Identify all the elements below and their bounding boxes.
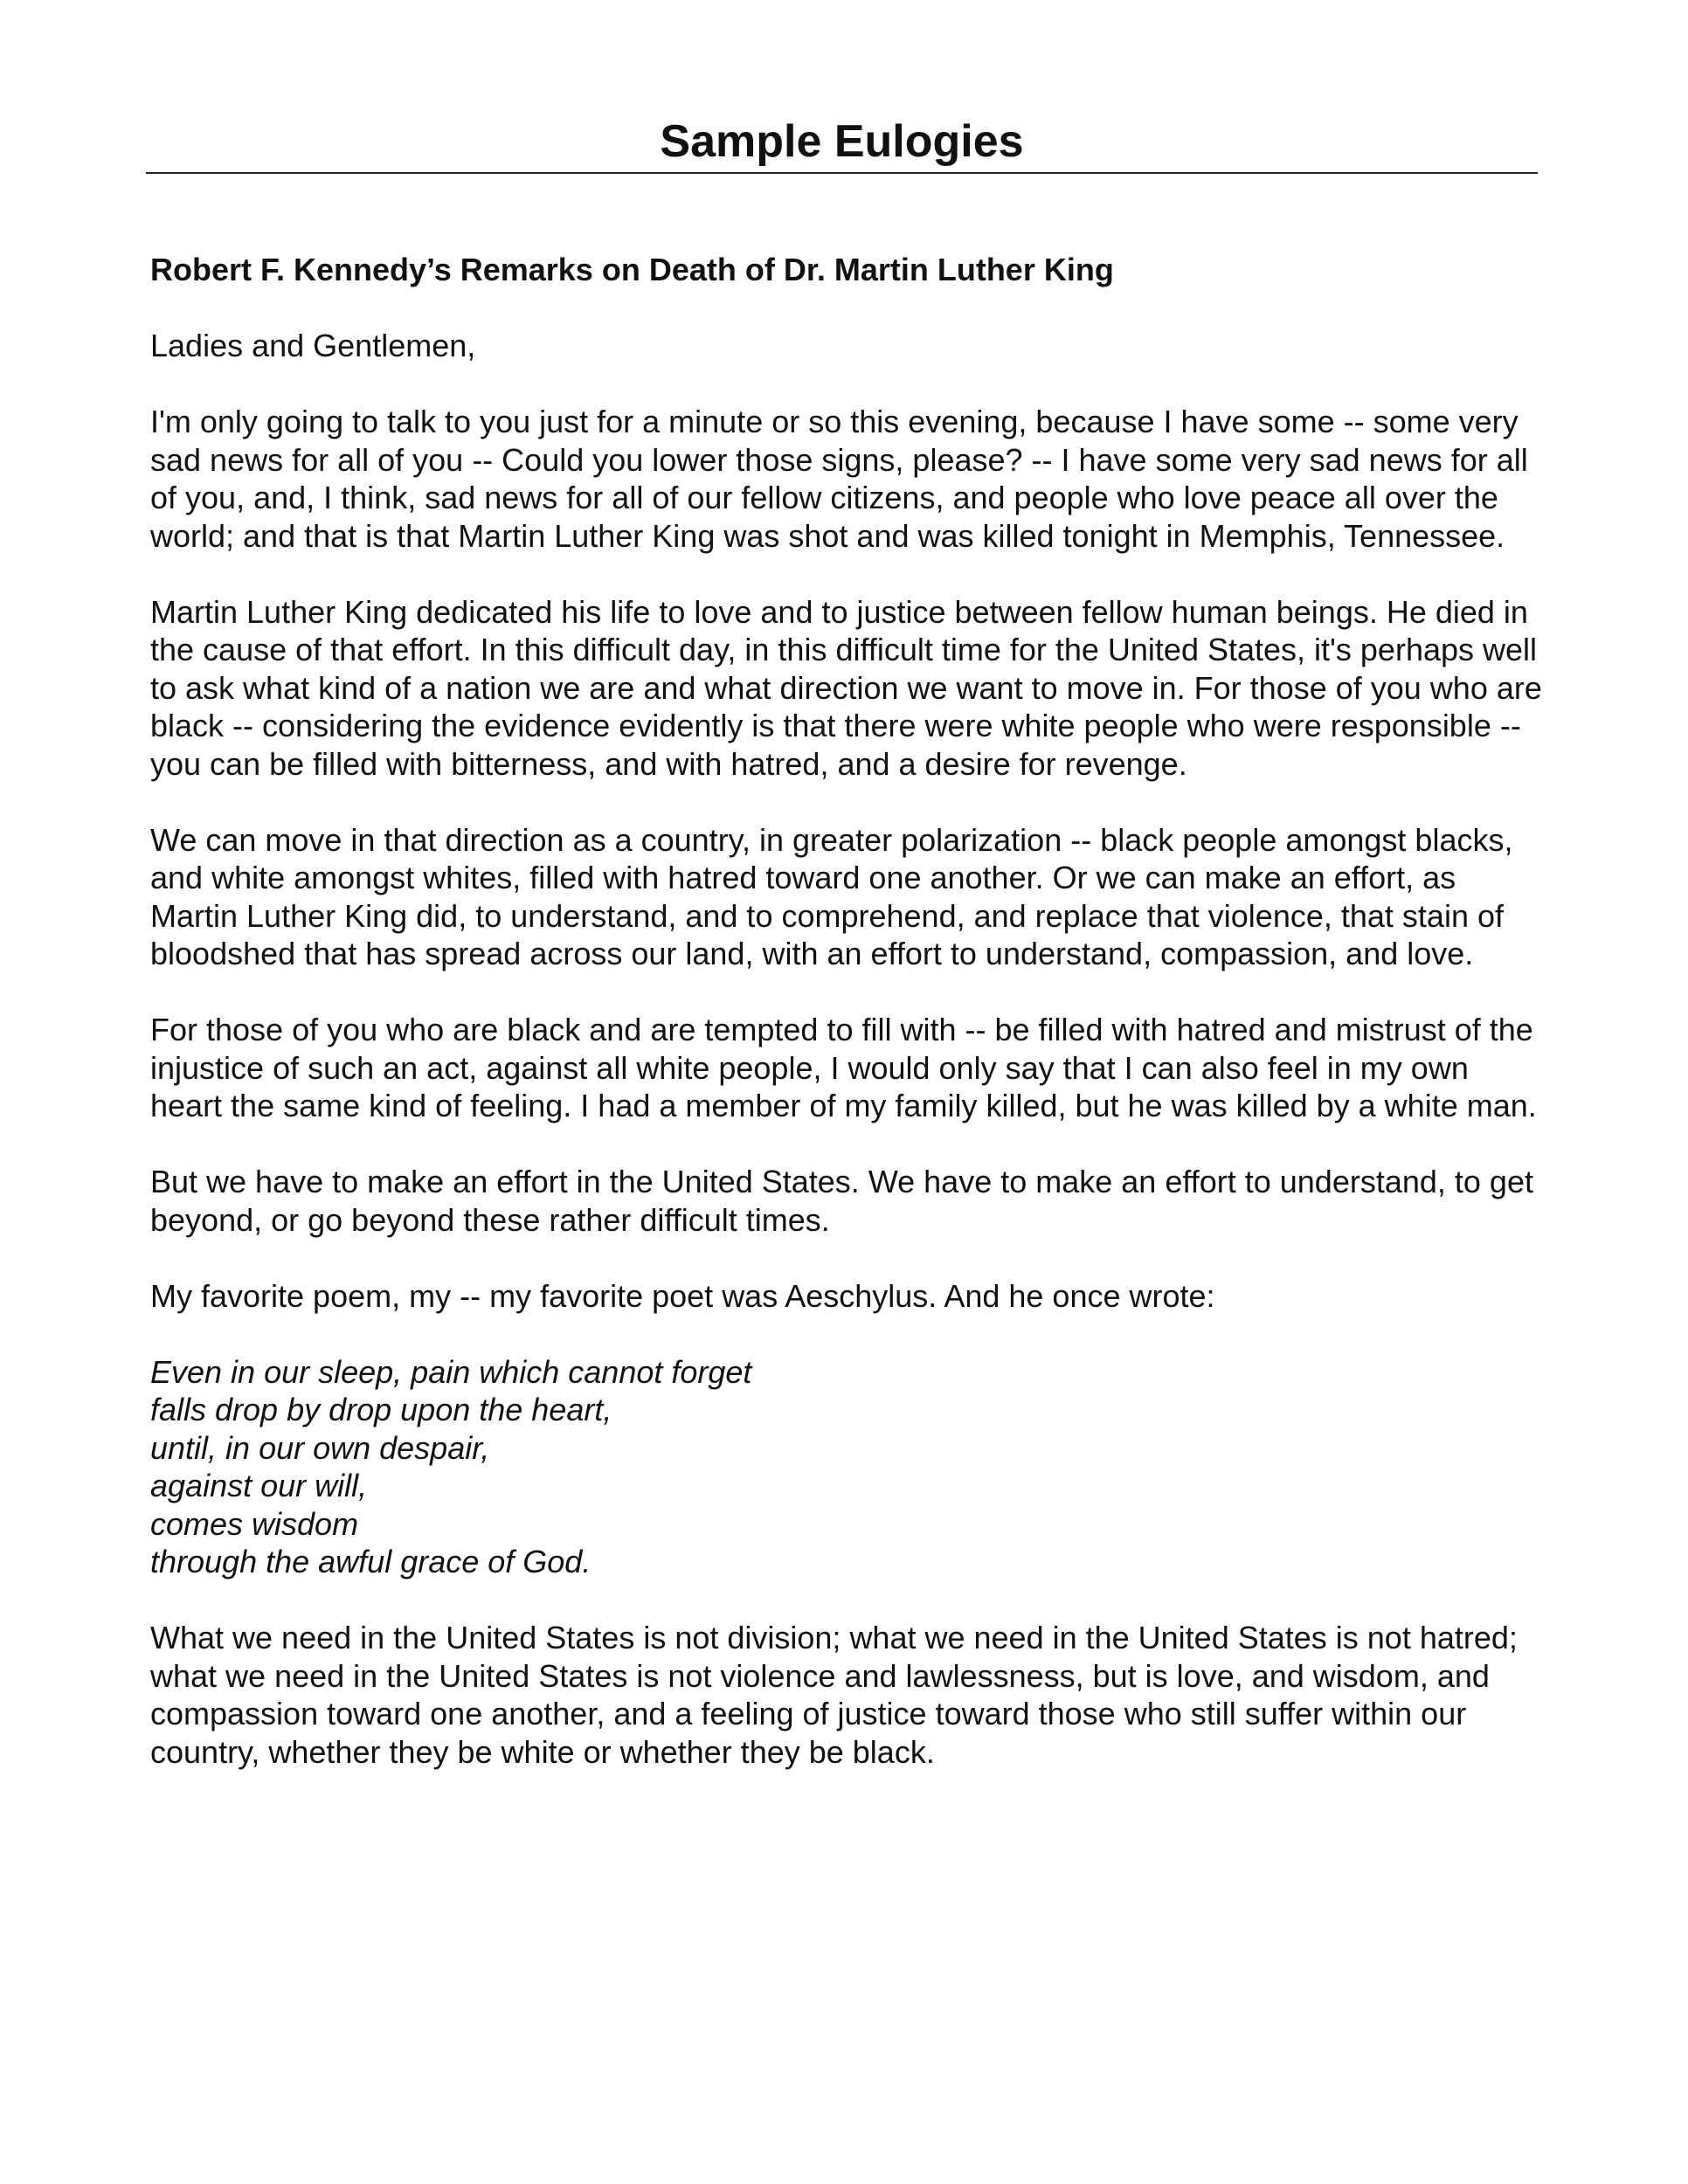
document-body — [150, 251, 1548, 1809]
poem-quote — [150, 1353, 1548, 1581]
salutation: Ladies and Gentlemen, — [150, 328, 476, 363]
poem-line: comes wisdom — [150, 1505, 359, 1542]
paragraph: We can move in that direction as a country, in greater polarization -- black people amongst blacks, and white amongst whites, filled with hatred toward one another. Or we can make an effort, as Martin Luther King did, to understand, and to comprehend, and replace that violence, that stain of bloodshed that has spread across our land, with an effort to understand, compassion, and love. — [150, 821, 1513, 971]
closing-paragraph: What we need in the United States is not division; what we need in the United States is not hatred; what we need in the United States is not violence and lawlessness, but is love, and wisdom, and compassion toward one another, and a feeling of justice toward those who still suffer within our country, whether they be white or whether they be black. — [150, 1620, 1518, 1770]
title-divider — [146, 172, 1538, 174]
poem-line: falls drop by drop upon the heart, — [150, 1392, 612, 1427]
paragraph: But we have to make an effort in the United States. We have to make an effort to understand, to get beyond, or go beyond these rather difficult times. — [150, 1164, 1533, 1238]
poem-line: until, in our own despair, — [150, 1429, 490, 1466]
paragraph: I'm only going to talk to you just for a minute or so this evening, because I have some -- some very sad news for all of you -- Could you lower those signs, please? -- I have some very sad news for all of you, and, I think, sad news for all of our fellow citizens, and people who love peace all over the world; and that is that Martin Luther King was shot and was killed tonight in Memphis, Tennessee. — [150, 404, 1528, 554]
poem-line: through the awful grace of God. — [150, 1544, 591, 1579]
paragraph: Martin Luther King dedicated his life to love and to justice between fellow human beings. He died in the cause of that effort. In this difficult day, in this difficult time for the United States, it's perhaps well to ask what kind of a nation we are and what direction we want to move in. For those of you who are black -- considering the evidence evidently is that there were white people who were responsible -- you can be filled with bitterness, and with hatred, and a desire for revenge. — [150, 593, 1542, 782]
page-title: Sample Eulogies — [660, 116, 1024, 167]
paragraph: My favorite poem, my -- my favorite poet was Aeschylus. And he once wrote: — [150, 1277, 1215, 1314]
poem-line: Even in our sleep, pain which cannot forget — [150, 1353, 752, 1390]
section-heading: Robert F. Kennedy’s Remarks on Death of Dr. Martin Luther King — [150, 252, 1114, 287]
poem-line: against our will, — [150, 1468, 368, 1503]
paragraph: For those of you who are black and are tempted to fill with -- be filled with hatred and mistrust of the injustice of such an act, against all white people, I would only say that I can also feel in my own heart the same kind of feeling. I had a member of my family killed, but he was killed by a white man. — [150, 1012, 1537, 1123]
